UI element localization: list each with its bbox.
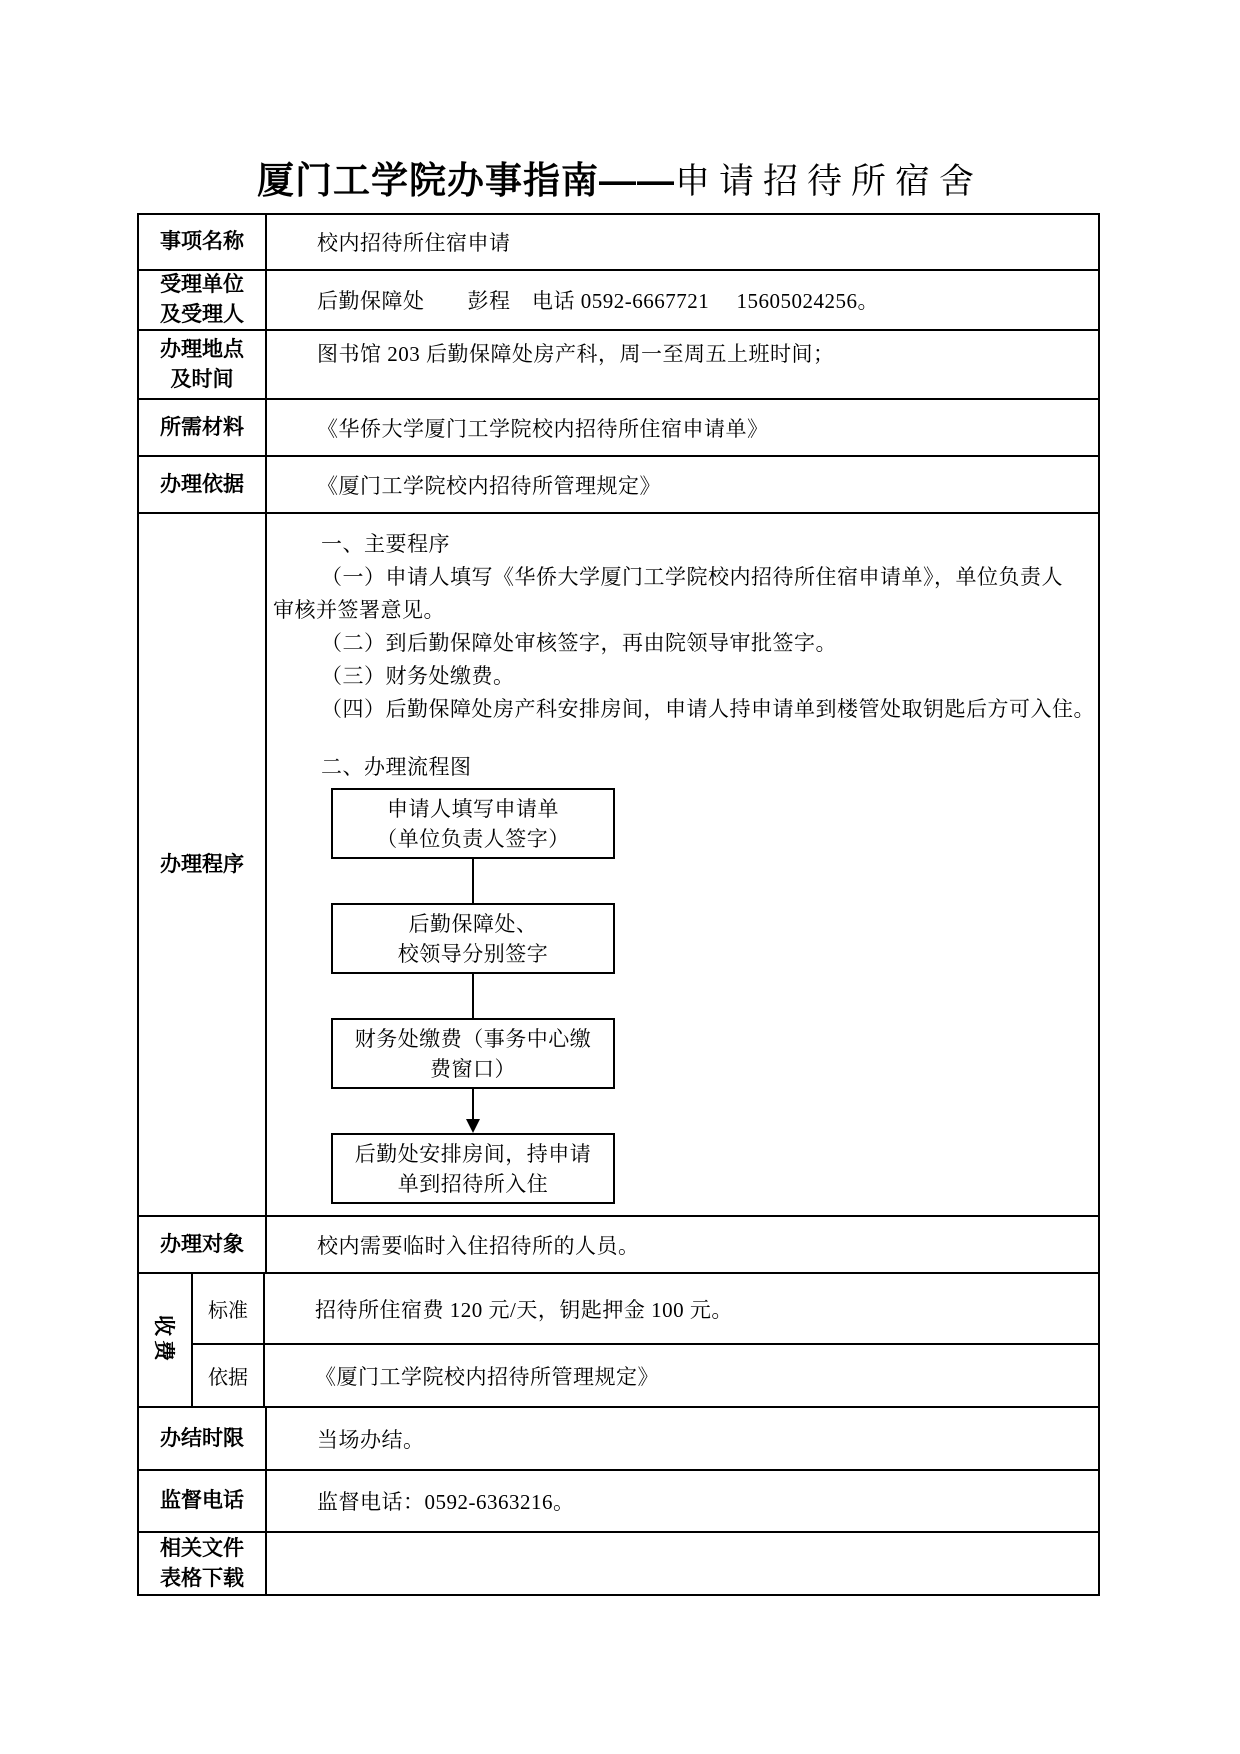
flow-box-checkin bbox=[331, 1133, 615, 1204]
procedure-line: （四）后勤保障处房产科安排房间，申请人持申请单到楼管处取钥匙后方可入住。 bbox=[321, 697, 1095, 721]
materials-value: 《华侨大学厦门工学院校内招待所住宿申请单》 bbox=[317, 416, 769, 441]
accepting-unit-label-line2: 及受理人 bbox=[160, 303, 244, 326]
related-files-label-line2: 表格下载 bbox=[160, 1566, 244, 1590]
procedure-line: （一）申请人填写《华侨大学厦门工学院校内招待所住宿申请单》，单位负责人 bbox=[321, 565, 1063, 589]
procedure-line: （二）到后勤保障处审核签字，再由院领导审批签字。 bbox=[321, 631, 837, 655]
row-accepting-unit bbox=[139, 269, 1098, 329]
flow-arrow-stem bbox=[472, 1089, 474, 1119]
flow-box-sign-line1: 后勤保障处、 bbox=[408, 911, 538, 936]
flowchart-title: 二、办理流程图 bbox=[321, 755, 472, 779]
row-fee bbox=[139, 1272, 1098, 1406]
page-title-light-part: 申请招待所宿舍 bbox=[674, 162, 983, 201]
arrow-down-icon bbox=[466, 1119, 480, 1133]
flow-box-pay-line2: 费窗口） bbox=[430, 1056, 516, 1081]
flow-connector bbox=[472, 859, 474, 903]
flow-box-pay bbox=[331, 1018, 615, 1089]
place-time-value: 图书馆 203 后勤保障处房产科，周一至周五上班时间； bbox=[317, 342, 835, 366]
supervision-phone-label: 监督电话 bbox=[139, 1471, 267, 1531]
basis-value: 《厦门工学院校内招待所管理规定》 bbox=[317, 473, 661, 498]
flow-connector bbox=[472, 974, 474, 1018]
accepting-unit-label-line1: 受理单位 bbox=[160, 273, 244, 296]
place-time-label bbox=[139, 331, 267, 398]
supervision-phone-value: 监督电话：0592-6363216。 bbox=[317, 1490, 575, 1514]
fee-label-text: 收费 bbox=[152, 1315, 175, 1365]
accepting-unit-value: 后勤保障处 彭程 电话 0592-6667721 15605024256。 bbox=[317, 289, 879, 313]
row-item-name bbox=[139, 215, 1098, 269]
fee-basis-value: 《厦门工学院校内招待所管理规定》 bbox=[315, 1364, 659, 1389]
flowchart bbox=[331, 788, 615, 1204]
related-files-label-line1: 相关文件 bbox=[160, 1536, 244, 1560]
row-supervision-phone bbox=[139, 1469, 1098, 1531]
place-time-label-line2: 及时间 bbox=[170, 367, 234, 391]
flow-box-apply-line1: 申请人填写申请单 bbox=[387, 796, 559, 821]
fee-subtable bbox=[193, 1274, 1098, 1406]
target-value: 校内需要临时入住招待所的人员。 bbox=[317, 1233, 640, 1258]
row-basis bbox=[139, 455, 1098, 512]
row-materials bbox=[139, 398, 1098, 455]
place-time-label-line1: 办理地点 bbox=[160, 337, 244, 361]
deadline-label: 办结时限 bbox=[139, 1408, 267, 1469]
flow-box-checkin-line1: 后勤处安排房间，持申请 bbox=[354, 1141, 592, 1166]
flow-box-apply-line2: （单位负责人签字） bbox=[376, 826, 570, 851]
flow-box-pay-line1: 财务处缴费（事务中心缴 bbox=[354, 1026, 592, 1051]
row-place-time bbox=[139, 329, 1098, 398]
accepting-unit-label bbox=[139, 271, 267, 329]
flow-box-sign bbox=[331, 903, 615, 974]
related-files-value bbox=[267, 1533, 1098, 1594]
procedure-line: 一、主要程序 bbox=[321, 532, 450, 556]
target-label: 办理对象 bbox=[139, 1217, 267, 1272]
procedure-line: 审核并签署意见。 bbox=[273, 598, 445, 622]
procedure-content bbox=[267, 514, 1099, 1215]
guide-table bbox=[137, 213, 1100, 1596]
page-title bbox=[0, 150, 1240, 204]
item-name-label: 事项名称 bbox=[139, 215, 267, 269]
related-files-label bbox=[139, 1533, 267, 1594]
row-fee-basis bbox=[193, 1345, 1098, 1406]
row-fee-standard bbox=[193, 1274, 1098, 1345]
procedure-label: 办理程序 bbox=[139, 514, 267, 1215]
fee-standard-label: 标准 bbox=[193, 1274, 265, 1343]
page-title-bold-part: 厦门工学院办事指南—— bbox=[256, 160, 675, 201]
materials-label: 所需材料 bbox=[139, 400, 267, 455]
deadline-value: 当场办结。 bbox=[317, 1427, 425, 1452]
flow-box-apply bbox=[331, 788, 615, 859]
row-deadline bbox=[139, 1406, 1098, 1469]
flow-box-checkin-line2: 单到招待所入住 bbox=[397, 1171, 549, 1196]
fee-standard-value: 招待所住宿费 120 元/天，钥匙押金 100 元。 bbox=[315, 1297, 733, 1322]
row-related-files-download bbox=[139, 1531, 1098, 1594]
procedure-line: （三）财务处缴费。 bbox=[321, 664, 515, 688]
basis-label: 办理依据 bbox=[139, 457, 267, 512]
fee-basis-label: 依据 bbox=[193, 1345, 265, 1406]
row-target bbox=[139, 1215, 1098, 1272]
flow-box-sign-line2: 校领导分别签字 bbox=[397, 941, 549, 966]
flow-arrow-connector bbox=[466, 1089, 480, 1133]
item-name-value: 校内招待所住宿申请 bbox=[317, 231, 511, 255]
fee-label bbox=[139, 1274, 193, 1406]
row-procedure bbox=[139, 512, 1098, 1215]
